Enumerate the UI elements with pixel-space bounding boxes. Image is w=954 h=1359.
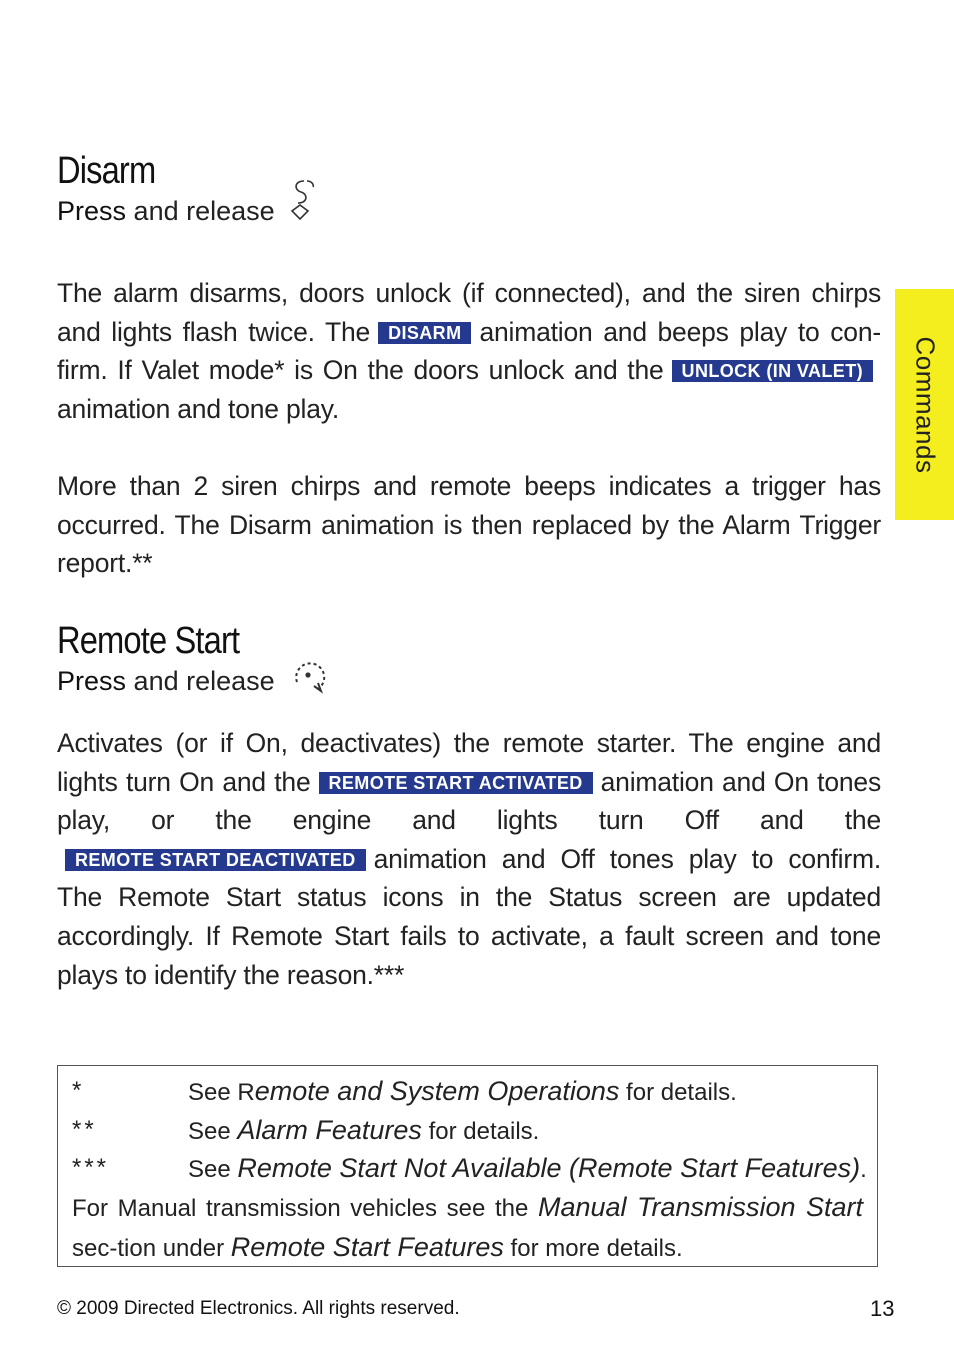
footnote-ref: Remote Start Features — [230, 1232, 504, 1263]
disarm-text-a: The alarm disarms, doors unlock (if connected), and the siren chirps and lights flash twice. The — [57, 278, 881, 347]
disarm-button-icon — [288, 177, 320, 227]
footnote-text — [188, 1111, 539, 1152]
page-number: 13 — [870, 1296, 895, 1321]
footnote-1 — [72, 1072, 863, 1111]
footnote-text — [188, 1149, 867, 1190]
footnote-manual-transmission — [72, 1188, 863, 1269]
press-rest-label: and release — [133, 196, 275, 226]
remote-start-instruction — [57, 666, 328, 697]
copyright-footer: © 2009 Directed Electronics. All rights reserved. — [57, 1298, 460, 1319]
section-title-disarm: Disarm — [57, 150, 156, 192]
remote-start-button-icon — [288, 656, 328, 696]
press-label: Press — [57, 666, 127, 696]
footnote-post: . — [860, 1156, 867, 1184]
disarm-animation-badge: DISARM — [378, 322, 471, 344]
footnote-pre: See — [188, 1156, 238, 1184]
remote-start-text-c: animation and Off tones play to confirm. The Remote Start status icons in the Status screen are updated accordingly. If Remote Start fails to activate, a fault screen and tone plays to identify the reason.*** — [57, 843, 881, 990]
footnote-mark: ** — [72, 1115, 97, 1143]
footnote-post: for details. — [421, 1117, 540, 1145]
footnote-pre: See R — [188, 1079, 255, 1106]
footnote-ref: Remote Start Not Available (Remote Start Features) — [237, 1153, 861, 1184]
footnote-post: for more details. — [503, 1235, 683, 1263]
disarm-instruction — [57, 196, 320, 227]
footnote-mark: * — [72, 1077, 85, 1104]
remote-start-activated-badge: REMOTE START ACTIVATED — [319, 772, 593, 794]
disarm-paragraph-2: More than 2 siren chirps and remote beeps indicates a trigger has occurred. The Disarm animation is then replaced by the Alarm Trigger report.** — [57, 471, 881, 579]
remote-start-text-a: Activates (or if On, deactivates) the remote starter. The engine and lights turn On and the — [57, 728, 881, 797]
section-title-remote-start: Remote Start — [57, 620, 240, 662]
remote-start-deactivated-badge: REMOTE START DEACTIVATED — [65, 849, 366, 871]
press-label: Press — [57, 196, 127, 226]
footnote-ref: Alarm Features — [237, 1114, 422, 1145]
footnote-3 — [72, 1149, 867, 1188]
footnote-2 — [72, 1111, 863, 1150]
commands-side-tab — [895, 289, 954, 520]
footnote-text — [188, 1072, 737, 1113]
remote-start-paragraph — [57, 724, 881, 994]
footnote-ref: Manual Transmission Start — [537, 1191, 863, 1222]
press-rest-label: and release — [133, 666, 275, 696]
footnote-post: for details. — [619, 1079, 737, 1106]
remote-start-text-b: animation and On tones play, or the engine and lights turn Off and the — [57, 766, 881, 836]
footnote-mark: *** — [72, 1154, 110, 1182]
disarm-text-b: animation and beeps play to con-firm. If Valet mode* is On the doors unlock and the — [57, 316, 881, 386]
disarm-text-c: animation and tone play. — [57, 393, 339, 424]
disarm-paragraph-1 — [57, 274, 881, 428]
footnote-ref: emote and System Operations — [254, 1076, 620, 1106]
footnote-pre: See — [188, 1117, 238, 1145]
footnotes-box — [57, 1065, 878, 1267]
side-tab-label: Commands — [910, 336, 940, 473]
unlock-valet-animation-badge: UNLOCK (IN VALET) — [672, 360, 873, 382]
footnote-pre: For Manual transmission vehicles see the — [72, 1194, 538, 1222]
footnote-mid: sec-tion under — [72, 1235, 231, 1263]
